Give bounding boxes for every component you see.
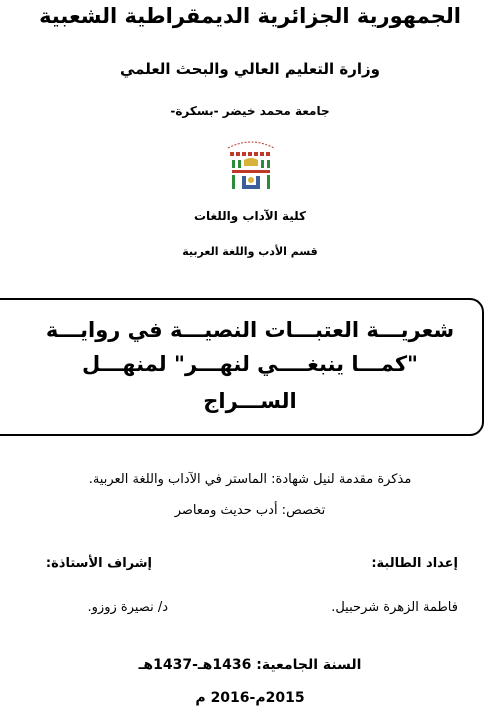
memo-purpose: مذكرة مقدمة لنيل شهادة: الماستر في الآداب واللغة العربية. bbox=[88, 472, 412, 487]
university-emblem-icon bbox=[224, 136, 278, 194]
thesis-title-line-3: الســـراج bbox=[203, 389, 297, 413]
student-label: إعداد الطالبة: bbox=[371, 556, 458, 571]
faculty-name: كلية الآداب واللغات bbox=[193, 209, 307, 223]
supervisor-name: د/ نصيرة زوزو. bbox=[87, 600, 168, 615]
department-name: قسم الأدب واللغة العربية bbox=[182, 245, 318, 258]
ministry-heading: وزارة التعليم العالي والبحث العلمي bbox=[119, 60, 381, 78]
thesis-title-line-2: "كمـــا ينبغــــي لنهـــر" لمنهـــل bbox=[82, 352, 418, 376]
memo-specialty: تخصص: أدب حديث ومعاصر bbox=[174, 503, 326, 518]
university-name: جامعة محمد خيضر -بسكرة- bbox=[170, 104, 330, 118]
academic-year-gregorian: 2015م-2016 م bbox=[195, 690, 305, 706]
supervisor-label: إشراف الأستاذة: bbox=[45, 556, 152, 571]
student-name: فاطمة الزهرة شرحبيل. bbox=[331, 600, 458, 615]
academic-year-hijri: السنة الجامعية: 1436هـ-1437هـ bbox=[138, 657, 362, 673]
thesis-title-line-1: شعريـــة العتبـــات النصيـــة في روايـــة bbox=[45, 318, 455, 342]
republic-heading: الجمهورية الجزائرية الديمقراطية الشعبية bbox=[39, 4, 461, 28]
